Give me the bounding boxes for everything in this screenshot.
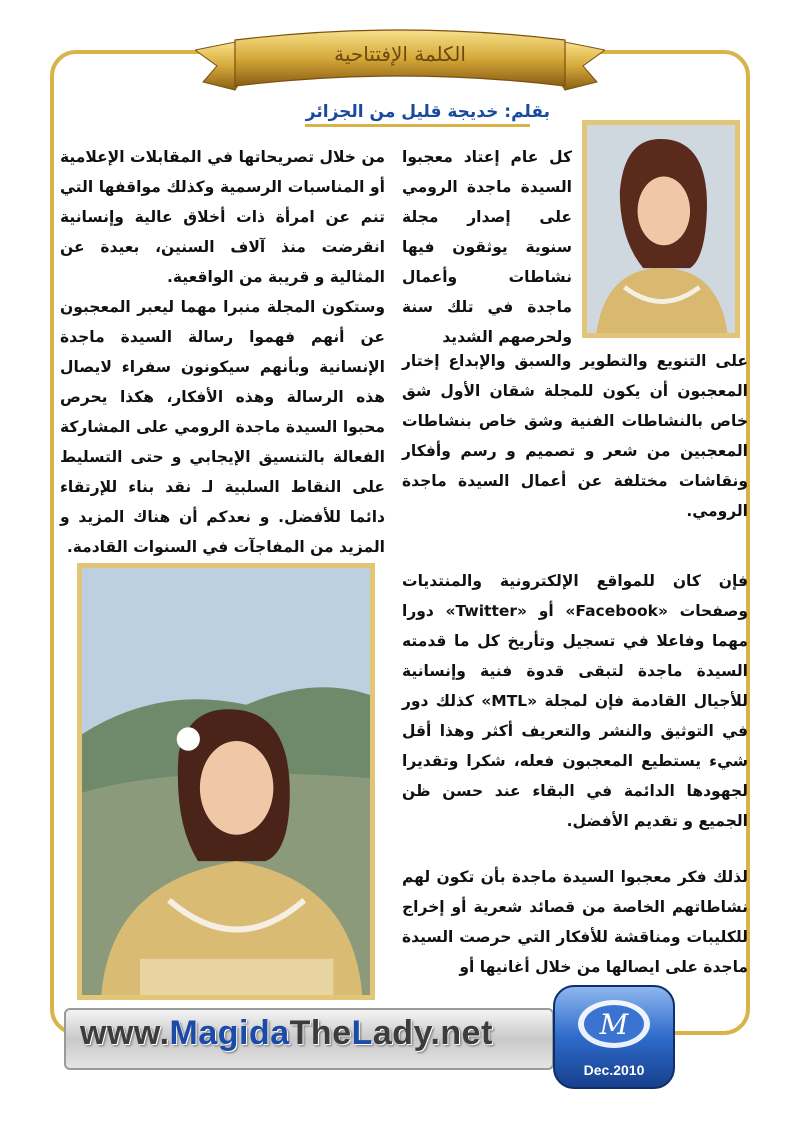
article-right-continuation: على التنويع والتطوير والسبق والإبداع إختار المعجبون أن يكون للمجلة شقان الأول شق خاص بالنشاطات الفنية وشق خاص بنشاطات المعجبين من شعر و تصميم و رسم وأفكار ونقاشات مختلفة عن أعمال السيدة ماجدة الرومي.: [402, 352, 748, 520]
portrait-photo-top: [582, 120, 740, 338]
footer-website-url[interactable]: [80, 1014, 493, 1053]
byline-underline: [305, 124, 530, 127]
badge-letter: M: [599, 1008, 629, 1041]
article-left-paragraph-1: من خلال تصريحاتها في المقابلات الإعلامية أو المناسبات الرسمية وكذلك مواقفها التي تنم عن امرأة ذات أخلاق عالية وإنسانية انقرضت منذ آلاف السنين، بعيدة عن المثالية و قريبة من الواقعية.: [60, 148, 385, 286]
byline: بقلم: خديجة قليل من الجزائر: [305, 102, 550, 122]
url-part: ady: [372, 1014, 431, 1052]
url-part: L: [351, 1014, 373, 1052]
article-right-paragraph-2: فإن كان للمواقع الإلكترونية والمنتديات وصفحات «Facebook» أو «Twitter» دورا مهما وفاعلا في تسجيل وتأريخ كل ما قدمته السيدة ماجدة لتبقى قدوة فنية وإنسانية للأجيال القادمة فإن لمجلة «MTL» كذلك دور في التوثيق والنشر والتعريف أكثر وهذا أقل شيء يستطيع المعجبون فعله، شكرا وتقديرا لجهودها الدائمة في البقاء عند حسن ظن الجميع و تقديم الأفضل.: [402, 572, 748, 830]
article-right-paragraph-3: لذلك فكر معجبوا السيدة ماجدة بأن تكون لهم نشاطاتهم الخاصة من قصائد شعرية أو إخراج للكليبات ومناقشة للأفكار التي حرصت السيدة ماجدة على ايصالها من خلال أغانيها أو: [402, 868, 748, 976]
url-part: .net: [430, 1014, 493, 1052]
url-part: The: [289, 1014, 352, 1052]
url-part: www.: [80, 1014, 170, 1052]
portrait-photo-bottom: [77, 563, 375, 1000]
url-part: Magida: [169, 1014, 290, 1052]
article-left-paragraph-2: وستكون المجلة منبرا مهما ليعبر المعجبون عن أنهم فهموا رسالة السيدة ماجدة الإنسانية وبأنهم سيكونون سفراء لايصال هذه الرسالة وهذه الأفكار، هكذا يحرص محبوا السيدة ماجدة الرومي على المشاركة الفعالة بالتنسيق الإيجابي و حتى التسليط على النقاط السلبية لـ نقد بناء للإرتقاء دائما للأفضل. و نعدكم أن هناك المزيد و المزيد من المفاجآت في السنوات القادمة.: [60, 298, 385, 556]
badge-date: Dec.2010: [583, 1062, 645, 1078]
ribbon-title: الكلمة الإفتتاحية: [334, 42, 466, 66]
article-right-intro: كل عام إعتاد معجبوا السيدة ماجدة الرومي على إصدار مجلة سنوية يوثقون فيها نشاطات وأعمال ماجدة في تلك سنة ولحرصهم الشديد: [402, 148, 572, 346]
